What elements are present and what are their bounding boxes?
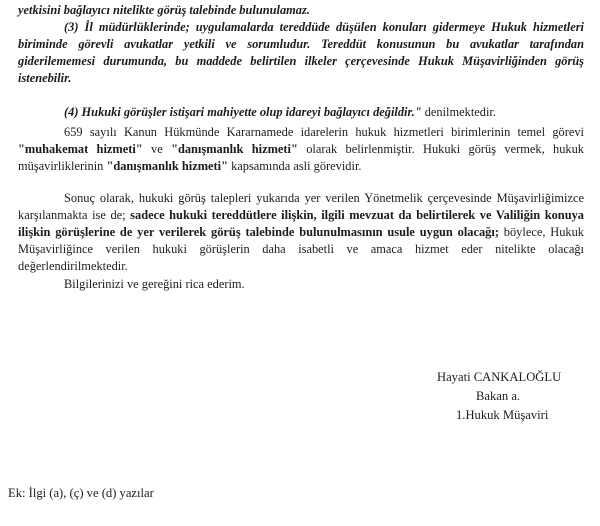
signature-name: Hayati CANKALOĞLU <box>437 370 562 384</box>
paragraph-6-emphasis: sadece hukuki tereddütlere ilişkin, ilgili mevzuat da belirtilerek ve Valiliğin konuya ilişkin görüşlerine de yer verilerek görüş talebinde bulunulmasının usule uygun olacağı; <box>18 208 584 239</box>
paragraph-7-text: Bilgilerinizi ve gereğini rica ederim. <box>64 277 245 291</box>
paragraph-4-tail: denilmektedir. <box>421 105 496 119</box>
signature-title: 1.Hukuk Müşaviri <box>456 408 549 422</box>
paragraph-5 <box>18 124 584 175</box>
paragraph-4 <box>18 104 584 121</box>
paragraph-5-text-g: kapsamında asli görevidir. <box>227 159 362 173</box>
paragraph-6 <box>18 190 584 275</box>
signature-on-behalf: Bakan a. <box>476 389 521 403</box>
paragraph-5-text-c: ve <box>142 142 172 156</box>
paragraph-6-text-a: Sonuç olarak, hukuki görüş talepleri yukarıda yer verilen Yönetmelik çerçevesinde Müşavirliğimizce karşılanmakta ise de; <box>18 191 584 222</box>
paragraph-5-term-danismanlik: "danışmanlık hizmeti" <box>171 142 298 156</box>
paragraph-7 <box>18 276 584 293</box>
paragraph-2-tail: yetkisini bağlayıcı nitelikte görüş talebinde bulunulamaz. <box>18 3 310 17</box>
paragraph-5-term-danismanlik-2: "danışmanlık hizmeti" <box>106 159 228 173</box>
paragraph-5-term-muhakemat: "muhakemat hizmeti" <box>18 142 143 156</box>
attachment-note: Ek: İlgi (a), (ç) ve (d) yazılar <box>8 486 154 500</box>
paragraph-6-text-c: böylece, Hukuk Müşavirliğince verilen hukuki görüşlerin daha isabetli ve amaca hizmet eder nitelikte olacağı değerlendirilmektedir. <box>18 225 584 273</box>
paragraph-5-text-e: olarak belirlenmiştir. Hukuki görüş vermek, hukuk müşavirliklerinin <box>18 142 585 173</box>
paragraph-4-quote: (4) Hukuki görüşler istişari mahiyette olup idareyi bağlayıcı değildir." <box>64 105 422 119</box>
paragraph-5-text-a: 659 sayılı Kanun Hükmünde Kararnamede idarelerin hukuk hizmetleri birimlerinin temel görevi <box>64 125 584 139</box>
paragraph-3 <box>18 19 584 87</box>
paragraph-3-text: (3) İl müdürlüklerinde; uygulamalarda tereddüde düşülen konuları gidermeye Hukuk hizmetleri biriminde görevli avukatlar yetkili ve sorumludur. Tereddüt konusunun bu avukatlar tarafından giderilememesi durumunda, bu maddede belirtilen ilkeler çerçevesinde Hukuk Müşavirliğinden görüş istenebilir. <box>18 20 584 85</box>
